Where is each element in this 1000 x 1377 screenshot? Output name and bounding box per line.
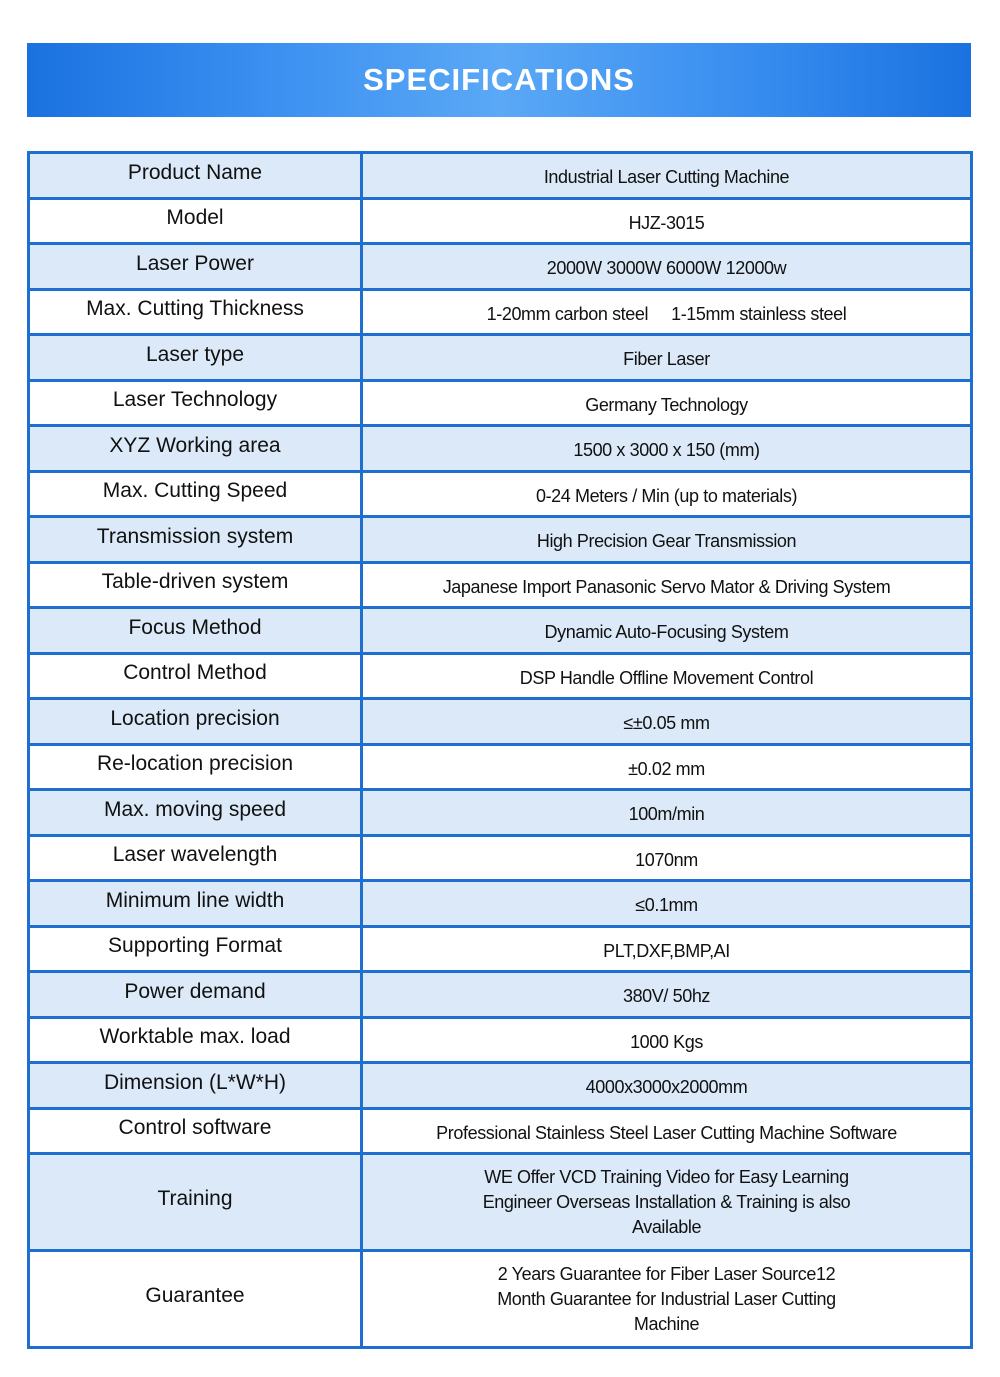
spec-label-cell	[29, 745, 362, 790]
spec-value-line: Available	[631, 1216, 702, 1237]
spec-row-training	[29, 1154, 972, 1251]
spec-value-cell	[362, 881, 972, 927]
spec-label: Control software	[118, 1116, 272, 1139]
spec-row-max-moving-speed	[29, 790, 972, 836]
spec-row-max-cutting-speed	[29, 472, 972, 517]
spec-value-cell	[362, 790, 972, 836]
spec-row-control-software	[29, 1109, 972, 1154]
spec-value: 380V/ 50hz	[622, 986, 711, 1006]
spec-value: PLT,DXF,BMP,AI	[603, 940, 730, 961]
spec-value-cell	[362, 1063, 972, 1109]
spec-value: ≤0.1mm	[635, 895, 698, 915]
spec-value-cell	[362, 290, 972, 335]
spec-value-cell	[362, 1109, 972, 1154]
spec-row-control-method	[29, 654, 972, 699]
spec-row-laser-type	[29, 335, 972, 381]
spec-value: ±0.02 mm	[628, 758, 705, 779]
spec-label: Worktable max. load	[99, 1025, 291, 1048]
spec-value-cell	[362, 836, 972, 881]
spec-row-laser-wavelength	[29, 836, 972, 881]
spec-value: 1000 Kgs	[630, 1031, 703, 1052]
spec-label-cell	[29, 1018, 362, 1063]
spec-label-cell	[29, 608, 362, 654]
spec-row-table-driven-system	[29, 563, 972, 608]
spec-row-relocation-precision	[29, 745, 972, 790]
spec-label-cell	[29, 199, 362, 244]
spec-value-line: Month Guarantee for Industrial Laser Cutting	[497, 1288, 836, 1309]
spec-label-cell	[29, 1109, 362, 1154]
spec-label: XYZ Working area	[109, 433, 281, 457]
spec-label: Supporting Format	[108, 934, 282, 957]
spec-value: 100m/min	[628, 804, 705, 824]
spec-value-cell	[362, 244, 972, 290]
spec-value	[363, 1262, 970, 1337]
spec-label: Table-driven system	[101, 570, 289, 593]
spec-value-cell	[362, 927, 972, 972]
spec-label-cell	[29, 836, 362, 881]
spec-label: Laser Power	[136, 251, 254, 275]
spec-label-cell	[29, 290, 362, 335]
spec-label: Model	[166, 206, 224, 229]
spec-row-model	[29, 199, 972, 244]
spec-value: Professional Stainless Steel Laser Cutting Machine Software	[436, 1122, 897, 1143]
spec-value: HJZ-3015	[628, 212, 705, 233]
spec-row-focus-method	[29, 608, 972, 654]
spec-row-laser-technology	[29, 381, 972, 426]
spec-value: 0-24 Meters / Min (up to materials)	[535, 485, 798, 506]
spec-label-cell	[29, 153, 362, 199]
spec-value: Dynamic Auto-Focusing System	[544, 622, 789, 642]
spec-row-power-demand	[29, 972, 972, 1018]
spec-label-cell	[29, 472, 362, 517]
spec-value-cell	[362, 699, 972, 745]
spec-value-line: Machine	[633, 1313, 700, 1334]
spec-value: 2000W 3000W 6000W 12000w	[546, 258, 787, 278]
spec-label-cell	[29, 790, 362, 836]
spec-label: Transmission system	[96, 524, 294, 548]
spec-value: Industrial Laser Cutting Machine	[543, 167, 790, 187]
spec-row-laser-power	[29, 244, 972, 290]
spec-value-cell	[362, 472, 972, 517]
spec-value: 1070nm	[635, 849, 698, 870]
spec-value-cell	[362, 1018, 972, 1063]
spec-value-cell	[362, 517, 972, 563]
page-title: SPECIFICATIONS	[363, 62, 635, 97]
spec-label-cell	[29, 927, 362, 972]
spec-value: Fiber Laser	[623, 349, 710, 369]
spec-label: Product Name	[127, 160, 263, 184]
spec-label-cell	[29, 1154, 362, 1251]
spec-label: Guarantee	[145, 1284, 245, 1307]
spec-value: 1-20mm carbon steel 1-15mm stainless steel	[486, 303, 847, 324]
spec-value: 4000x3000x2000mm	[585, 1077, 748, 1097]
specifications-table	[27, 151, 973, 1349]
spec-label-cell	[29, 699, 362, 745]
spec-value-line: Engineer Overseas Installation & Training is also	[482, 1191, 851, 1212]
spec-value-cell	[362, 563, 972, 608]
spec-row-max-cutting-thickness	[29, 290, 972, 335]
spec-value: ≤±0.05 mm	[623, 713, 710, 733]
spec-row-dimension	[29, 1063, 972, 1109]
spec-row-worktable-max-load	[29, 1018, 972, 1063]
spec-label: Focus Method	[128, 615, 262, 639]
spec-value-line: 2 Years Guarantee for Fiber Laser Source12	[497, 1263, 836, 1284]
spec-value: High Precision Gear Transmission	[536, 531, 797, 551]
spec-label-cell	[29, 381, 362, 426]
spec-label: Laser Technology	[112, 388, 278, 411]
spec-label-cell	[29, 881, 362, 927]
spec-row-product-name	[29, 153, 972, 199]
spec-label-cell	[29, 1251, 362, 1348]
spec-value-cell	[362, 199, 972, 244]
spec-label: Location precision	[110, 706, 280, 730]
spec-value-cell	[362, 335, 972, 381]
spec-label: Training	[157, 1187, 233, 1210]
spec-value-cell	[362, 153, 972, 199]
spec-row-guarantee	[29, 1251, 972, 1348]
spec-value-cell	[362, 608, 972, 654]
spec-label-cell	[29, 517, 362, 563]
spec-value-cell	[362, 1251, 972, 1348]
spec-value-cell	[362, 381, 972, 426]
spec-label-cell	[29, 972, 362, 1018]
spec-value	[363, 1165, 970, 1240]
spec-label: Max. moving speed	[103, 797, 287, 821]
spec-label: Power demand	[124, 979, 266, 1003]
spec-value-cell	[362, 654, 972, 699]
spec-label-cell	[29, 426, 362, 472]
spec-value: Germany Technology	[585, 394, 748, 415]
spec-label-cell	[29, 335, 362, 381]
spec-label-cell	[29, 1063, 362, 1109]
spec-label: Control Method	[123, 661, 267, 684]
spec-label: Max. Cutting Thickness	[86, 297, 304, 320]
spec-label-cell	[29, 563, 362, 608]
spec-label-cell	[29, 654, 362, 699]
spec-label: Re-location precision	[96, 752, 294, 775]
spec-value-cell	[362, 1154, 972, 1251]
spec-row-supporting-format	[29, 927, 972, 972]
spec-value: Japanese Import Panasonic Servo Mator & Driving System	[442, 576, 891, 597]
spec-label: Dimension (L*W*H)	[103, 1070, 287, 1094]
spec-row-location-precision	[29, 699, 972, 745]
spec-value: 1500 x 3000 x 150 (mm)	[573, 440, 760, 460]
spec-value-cell	[362, 972, 972, 1018]
spec-row-transmission-system	[29, 517, 972, 563]
spec-label: Laser type	[145, 342, 245, 366]
spec-label-cell	[29, 244, 362, 290]
spec-row-minimum-line-width	[29, 881, 972, 927]
spec-value: DSP Handle Offline Movement Control	[519, 667, 814, 688]
specifications-banner	[27, 43, 971, 117]
spec-value-line: WE Offer VCD Training Video for Easy Learning	[484, 1166, 849, 1187]
spec-value-cell	[362, 426, 972, 472]
spec-row-xyz-working-area	[29, 426, 972, 472]
spec-value-cell	[362, 745, 972, 790]
spec-label: Max. Cutting Speed	[102, 479, 288, 502]
spec-label: Minimum line width	[105, 888, 285, 912]
spec-label: Laser wavelength	[112, 843, 278, 866]
